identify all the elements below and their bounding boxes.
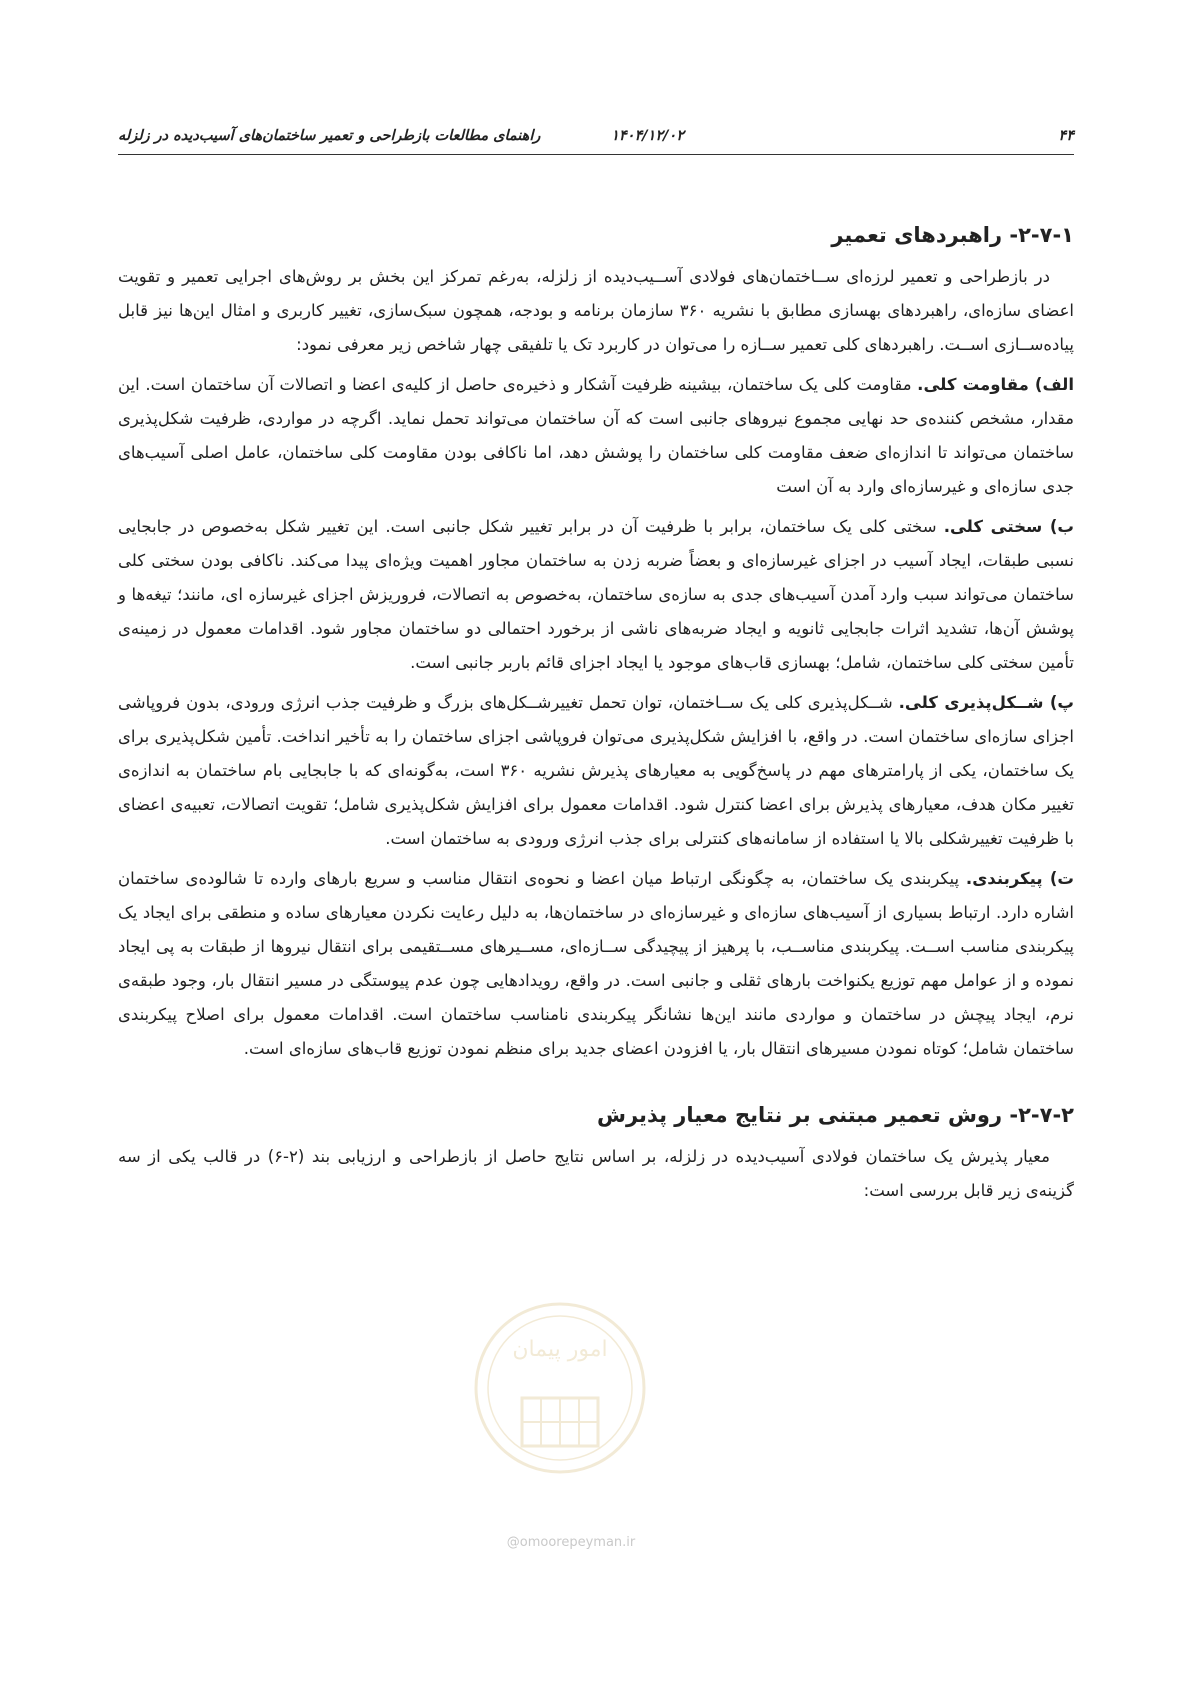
term-overall-stiffness: ب) سختی کلی. [943, 517, 1074, 536]
page-number: ۴۴ [1058, 128, 1074, 144]
acceptance-paragraph: معیار پذیرش یک ساختمان فولادی آسیب‌دیده در زلزله، بر اساس نتایج حاصل از بازطراحی و ارزیابی بند (۲-۶) در قالب یکی از سه گزینه‌ی زیر قابل بررسی است: [118, 1147, 1074, 1200]
watermark-url: @omoorepeyman.ir [506, 1535, 636, 1550]
term-overall-ductility: پ) شــکل‌پذیری کلی. [898, 693, 1074, 712]
header-date: ۱۴۰۴/۱۲/۰۲ [611, 128, 684, 144]
paragraph-overall-stiffness [118, 510, 1074, 680]
header-divider [118, 154, 1074, 155]
document-body [118, 218, 1074, 1214]
text-overall-stiffness: سختی کلی یک ساختمان، برابر با ظرفیت آن در برابر تغییر شکل جانبی است. این تغییر شکل به‌خصوص در جابجایی نسبی طبقات، ایجاد آسیب در اجزای غیرسازه‌ای و بعضاً ضربه زدن به ساختمان مجاور اهمیت ویژه‌ای پیدا می‌کند. ناکافی بودن سختی کلی ساختمان می‌تواند سبب وارد آمدن آسیب‌های جدی به سازه‌ی ساختمان، به‌خصوص به اتصالات، فروریزش اجزای غیرسازه ای، مانند؛ تیغه‌ها و پوشش آن‌ها، تشدید اثرات جابجایی ثانویه و ایجاد ضربه‌های ناشی از برخورد احتمالی دو ساختمان مجاور شود. اقدامات معمول در زمینه‌ی تأمین سختی کلی ساختمان، شامل؛ بهسازی قاب‌های موجود یا ایجاد اجزای قائم باربر جانبی است. [118, 517, 1074, 672]
text-configuration: پیکربندی یک ساختمان، به چگونگی ارتباط میان اعضا و نحوه‌ی انتقال مناسب و سریع بارهای وارده تا شالوده‌ی ساختمان اشاره دارد. ارتباط بسیاری از آسیب‌های سازه‌ای و غیرسازه‌ای در ساختمان‌ها، به دلیل رعایت نکردن معیارهای ساده و منطقی برای ایجاد یک پیکربندی مناسب اســت. پیکربندی مناســب، با پرهیز از پیچیدگی ســازه‌ای، مســیرهای مســتقیمی برای انتقال نیروها از طبقات به پی ایجاد نموده و از عوامل مهم توزیع یکنواخت بارهای ثقلی و جانبی است. در واقع، رویدادهایی چون عدم پیوستگی در مسیر انتقال بار، وجود طبقه‌ی نرم، ایجاد پیچش در ساختمان و مواردی مانند این‌ها نشانگر پیکربندی نامناسب ساختمان است. اقدامات معمول برای اصلاح پیکربندی ساختمان شامل؛ کوتاه نمودن مسیرهای انتقال بار، یا افزودن اعضای جدید برای منظم نمودن توزیع قاب‌های سازه‌ای است. [118, 869, 1074, 1058]
intro-paragraph: در بازطراحی و تعمیر لرزه‌ای ســاختمان‌های فولادی آســیب‌دیده از زلزله، به‌رغم تمرکز این بخش بر روش‌های اجرایی تعمیر و تقویت اعضای سازه‌ای، راهبردهای بهسازی مطابق با نشریه ۳۶۰ سازمان برنامه و بودجه، همچون سبک‌سازی، تغییر کاربری و امثال این‌ها نیز قابل پیاده‌ســازی اســت. راهبردهای کلی تعمیر ســازه را می‌توان در کاربرد تک یا تلفیقی چهار شاخص زیر معرفی نمود: [118, 267, 1074, 354]
paragraph-configuration [118, 862, 1074, 1066]
term-configuration: ت) پیکربندی. [965, 869, 1074, 888]
text-overall-strength: مقاومت کلی یک ساختمان، بیشینه ظرفیت آشکار و ذخیره‌ی حاصل از کلیه‌ی اعضا و اتصالات آن ساختمان است. این مقدار، مشخص کننده‌ی حد نهایی مجموع نیروهای جانبی است که آن ساختمان می‌تواند تحمل نماید. اگرچه در مواردی، ظرفیت شکل‌پذیری ساختمان می‌تواند تا اندازه‌ای ضعف مقاومت کلی ساختمان را پوشش دهد، اما ناکافی بودن مقاومت کلی ساختمان، عامل اصلی آسیب‌های جدی سازه‌ای و غیرسازه‌ای وارد به آن است [118, 375, 1074, 496]
page-header [118, 128, 1074, 152]
term-overall-strength: الف) مقاومت کلی. [917, 375, 1074, 394]
watermark-logo [470, 1298, 650, 1478]
paragraph-overall-strength [118, 368, 1074, 504]
text-overall-ductility: شــکل‌پذیری کلی یک ســاختمان، توان تحمل تغییرشــکل‌های بزرگ و ظرفیت جذب انرژی ورودی، بدون فروپاشی اجزای سازه‌ای ساختمان است. در واقع، با افزایش شکل‌پذیری می‌توان فروپاشی اجزای ساختمان را به تأخیر انداخت. تأمین شکل‌پذیری برای یک ساختمان، یکی از پارامترهای مهم در پاسخ‌گویی به معیارهای پذیرش نشریه ۳۶۰ است، به‌گونه‌ای که با جابجایی بام ساختمان به اندازه‌ی تغییر مکان هدف، معیارهای پذیرش برای اعضا کنترل شود. اقدامات معمول برای افزایش شکل‌پذیری شامل؛ تقویت اتصالات، تعبیه‌ی اعضای با ظرفیت تغییرشکلی بالا یا استفاده از سامانه‌های کنترلی برای جذب انرژی ورودی به ساختمان است. [118, 693, 1075, 848]
header-title: راهنمای مطالعات بازطراحی و تعمیر ساختمان‌های آسیب‌دیده در زلزله [118, 128, 541, 144]
section-heading-acceptance-criteria: ۲-۷-۲- روش تعمیر مبتنی بر نتایج معیار پذیرش [597, 1103, 1074, 1127]
paragraph-overall-ductility [118, 686, 1074, 856]
section-heading-repair-strategies: ۲-۷-۱- راهبردهای تعمیر [831, 223, 1074, 247]
watermark-logo-text: امور پیمان [512, 1337, 608, 1362]
